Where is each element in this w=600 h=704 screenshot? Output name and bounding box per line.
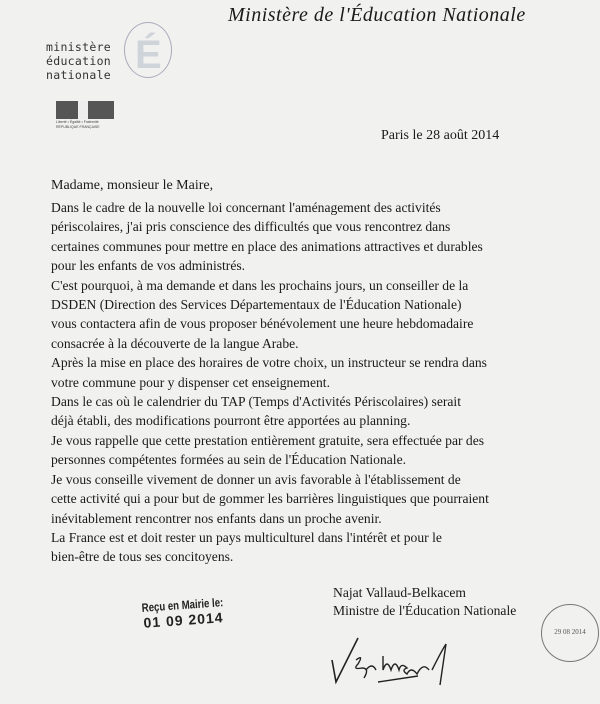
logo-line: ministère bbox=[46, 40, 112, 54]
body-line: C'est pourquoi, à ma demande et dans les prochains jours, un conseiller de la bbox=[51, 277, 469, 293]
ministry-logo-text bbox=[46, 40, 111, 82]
body-line: Je vous conseille vivement de donner un avis favorable à l'établissement de bbox=[51, 471, 461, 487]
logo-line: éducation bbox=[46, 54, 112, 68]
salutation: Madame, monsieur le Maire, bbox=[51, 178, 214, 193]
stamp-date: 01 09 2014 bbox=[143, 609, 225, 631]
logo-line: nationale bbox=[46, 68, 112, 82]
marianne-logo bbox=[56, 101, 114, 119]
letter-date: Paris le 28 août 2014 bbox=[381, 128, 500, 143]
body-line: certaines communes pour mettre en place des animations attractives et durables bbox=[51, 238, 483, 254]
body-line: Après la mise en place des horaires de votre choix, un instructeur se rendra dans bbox=[51, 355, 487, 371]
signature bbox=[328, 630, 508, 690]
seal-date: 29 08 2014 bbox=[554, 628, 586, 636]
signer-name: Najat Vallaud-Belkacem bbox=[333, 585, 466, 600]
signer-title: Ministre de l'Éducation Nationale bbox=[333, 603, 517, 618]
body-line: vous contactera afin de vous proposer bénévolement une heure hebdomadaire bbox=[51, 316, 474, 332]
official-seal bbox=[541, 604, 599, 662]
body-line: personnes compétentes formées au sein de l'Éducation Nationale. bbox=[51, 452, 407, 468]
body-line: déjà établi, des modifications pourront être apportées au planning. bbox=[51, 413, 411, 429]
body-line: périscolaires, j'ai pris conscience des difficultés que vous rencontrez dans bbox=[51, 219, 451, 235]
motto-text: Liberté • Égalité • Fraternité bbox=[56, 120, 99, 124]
logo-letter: É bbox=[135, 33, 162, 77]
ministry-logo-emblem bbox=[124, 22, 172, 78]
body-line: DSDEN (Direction des Services Départementaux de l'Éducation Nationale) bbox=[51, 297, 462, 313]
signer-block bbox=[333, 584, 516, 620]
body-line: inévitablement rencontrer nos enfants dans un proche avenir. bbox=[51, 510, 382, 526]
body-line: Dans le cadre de la nouvelle loi concernant l'aménagement des activités bbox=[51, 200, 441, 215]
body-line: Dans le cas où le calendrier du TAP (Temps d'Activités Périscolaires) serait bbox=[51, 394, 461, 410]
stamp-label: Reçu en Mairie le: bbox=[141, 595, 224, 615]
body-line: La France est et doit rester un pays multiculturel dans l'intérêt et pour le bbox=[51, 529, 442, 545]
letterhead-heading: Ministère de l'Éducation Nationale bbox=[228, 4, 526, 26]
letter-body bbox=[51, 198, 571, 567]
body-line: bien-être de tous ses concitoyens. bbox=[51, 549, 234, 565]
republic-text: RÉPUBLIQUE FRANÇAISE bbox=[56, 125, 100, 129]
body-line: cette activité qui a pour but de gommer les barrières linguistiques que pourraient bbox=[51, 491, 489, 507]
republic-motto bbox=[56, 120, 100, 130]
body-line: votre commune pour y dispenser cet enseignement. bbox=[51, 374, 330, 390]
body-line: pour les enfants de vos administrés. bbox=[51, 258, 246, 274]
body-line: consacrée à la découverte de la langue Arabe. bbox=[51, 335, 299, 351]
received-stamp bbox=[131, 594, 235, 631]
body-line: Je vous rappelle que cette prestation entièrement gratuite, sera effectuée par des bbox=[51, 432, 485, 448]
